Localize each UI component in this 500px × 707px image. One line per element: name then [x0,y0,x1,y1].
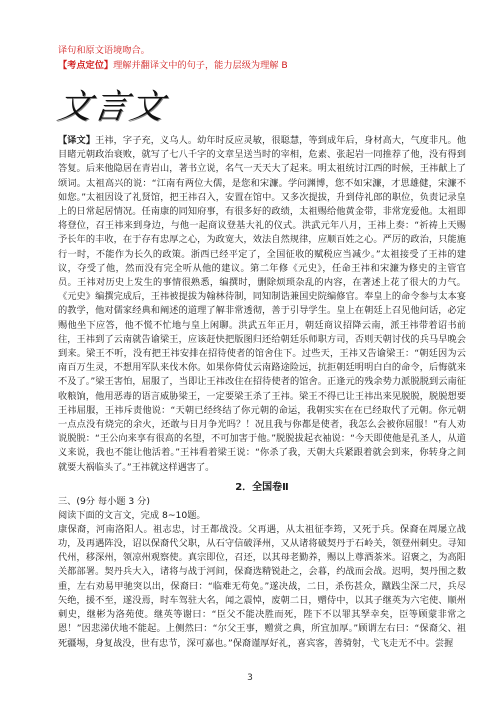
section-heading-wenyanwen: 文言文 [54,87,169,127]
translation-paragraph [58,134,466,475]
exam-point-label: 【考点定位】 [58,60,114,71]
question-heading: 三、(9分 每小题 3 分) [58,495,150,507]
passage-paragraph [58,523,466,651]
question-instruction: 阅读下面的文言文，完成 8~10题。 [58,509,206,521]
translation-text: 王祎，字子充，义乌人。幼年时反应灵敏，很聪慧，等到成年后，身材高大，气度非凡。他目睹元朝政治衰败，就写了七八千字的文章呈送当时的宰相，危素、张起岩一同推荐了他，没有得到答复。后来他隐居在青岩山，著书立说，名气一天天大了起来。明太祖统讨江西的时候，王祎献上了颂词。太祖高兴的说：“江南有两位大儒，是您和宋濂。学问渊博，您不如宋濂，才思雄健，宋濂不如您。”太祖因设了礼贤馆，把王祎召入，安置在馆中。又多次提拔，升到侍礼郎的职位，负责记录皇上的日常起居情况。任南康的同知府事，有很多好的政绩，太祖赐给他黄金带，非常宠爱他。太祖即将登位，召王祎来到身边，与他一起商议登基大礼的仪式。洪武元年八月，王祎上奏：“祈祷上天赐予长年的丰收，在于存有忠厚之心，为政宽大，效法自然规律，应顺百姓之心。严厉的政治，只能施行一时，不能作为长久的政策。浙西已经平定了，全国征收的赋税应当减少。”太祖接受了王祎的建议，夺受了他，然而没有完全听从他的建议。第二年修《元史》，任命王祎和宋濂为修史的主管官员。王祎对历史上发生的事情很熟悉，编撰时，删除烦琐杂乱的内容，在著述上花了很大的力气。《元史》编撰完成后，王祎被提拔为翰林待制，同知制诰兼国史院编修官。奉皇上的命令参与太本宴的教学，他对儒家经典和阐述的道理了解非常透彻，善于引导学生。皇上在朝廷上召见他问话，必定赐他坐下应答，他不慌不忙地与皇上闲聊。洪武五年正月，朝廷商议招降云南，派王祎带着诏书前往，王祎到了云南就告谕梁王，应该赶快把版图归还给朝廷乐师职方司，否则天朝讨伐的兵马早晚会到来。梁王不听，没有把王祎安排在招待使者的馆舍住下。过些天，王祎又告谕梁王：“朝廷因为云南百万生灵，不想用军队来伐木你。如果你倚仗云南路途险远，抗拒朝廷明明白白的命令，后悔就来不及了。”梁王害怕，屈服了，当即让王祎改住在招待使者的馆舍。正逢元的残余势力派脱脱到云南征收粮饷，他用恶毒的语言威胁梁王，一定要梁王杀了王祎。梁王不得已让王祎出来见脱脱，脱脱想要王祎屈服，王祎斥责他说：“天朝已经终结了你元朝的命运，我朝实实在在已经取代了元朝。你元朝一点点没有烧完的余火，还敢与日月争光吗？！况且我与你都是使者，我怎么会被你屈服！”有人劝说脱脱：“王公向来享有很高的名望，不可加害于他。”脱脱拔起衣袖说：“今天即使他是孔圣人，从道义来说，我也不能让他活着。”王祎看着梁王说：“你杀了我，天朝大兵紧跟着就会到来，你转身之间就要大祸临头了。”王祎就这样遇害了。 [58,135,467,473]
exam-point-line [58,59,466,73]
page-number: 3 [247,673,253,683]
exam-point-text: 理解并翻译文中的句子，能力层级为理解 B [113,60,288,71]
translation-tag: 【译文】 [58,135,96,146]
section2-title: 2．全国卷Ⅱ [235,481,289,493]
passage-text: 康保裔，河南洛阳人。祖志忠，讨王都战没。父再遇，从太祖征李筠，又死于兵。保裔在周屡立战功，及再遇阵没，诏以保裔代父职，从石守信破泽州，又从诸将破契丹于石岭关，领登州刺史。寻知代州，移深州，领凉州观察使。真宗即位，召还，以其母老勤养，赐以上尊酒茶米。诏褒之，为高阳关都部署。契丹兵大入，诸将与战于河间，保裔选精锐赴之，会暮，约战而会战。迟明，契丹围之数重，左右劝易甲驰突以出，保裔曰：“临难无苟免。”遂决战，二日，杀伤甚众，蹴践尘深二尺，兵尽矢绝，援不至，遂没焉，时车驾驻大名，闻之震悼，废朝二日，赠侍中，以其子继英为六宅使、顺州刺史，继彬为洛苑使。继英等谢曰：“臣父不能决胜而死，陛下不以罪其孥幸矣，臣等顾蒙非常之恩！”因悲涕伏地不能起。上侧然曰：“尔父王事，赠赏之典，所宜加厚。”顾谓左右曰：“保裔父、祖死疆埸，身复战没，世有忠节，深可嘉也。”保裔谨厚好礼，喜宾客，善骑射，弋飞走无不中。尝握 [58,523,466,649]
answer-note: 译句和原文语境吻合。 [58,45,150,56]
